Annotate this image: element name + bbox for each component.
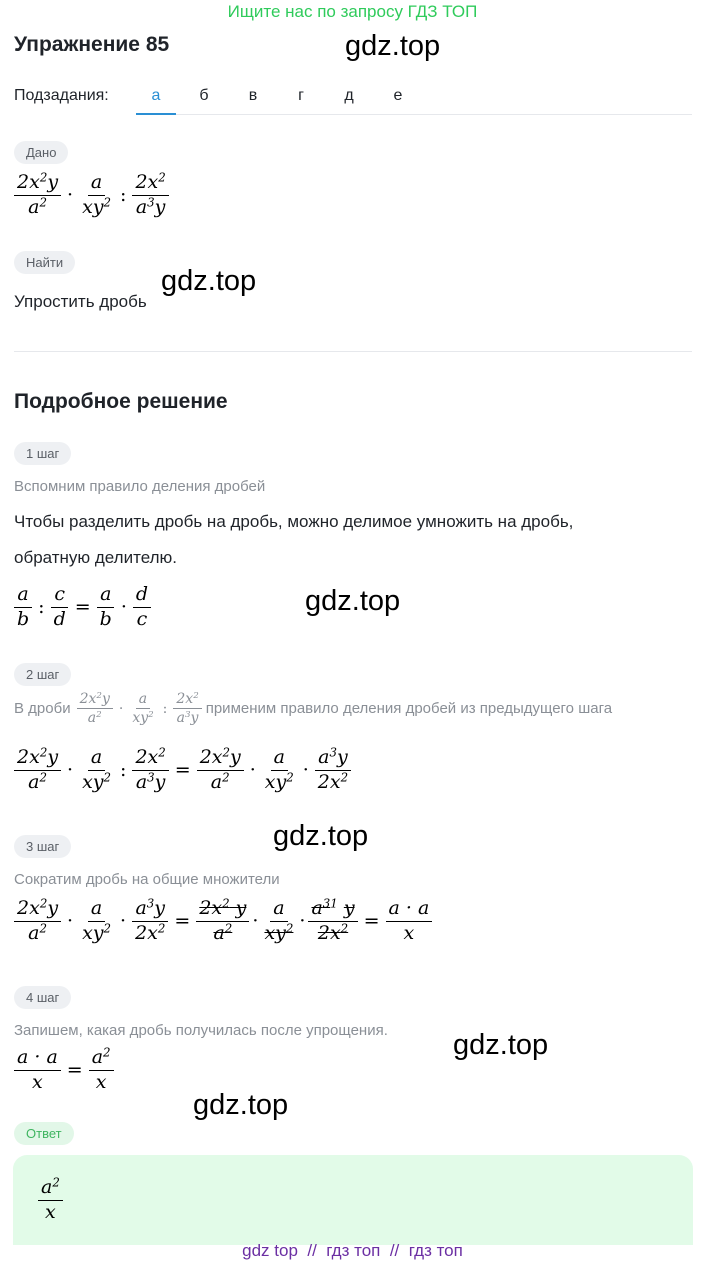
active-tab-indicator: [136, 113, 176, 115]
watermark: gdz.top: [161, 265, 257, 297]
watermark: gdz.top: [273, 820, 369, 852]
tab-v[interactable]: в: [248, 87, 258, 104]
step-1-caption: Вспомним правило деления дробей: [14, 478, 266, 495]
divider: [14, 351, 692, 352]
find-text: Упростить дробь: [14, 292, 147, 311]
step-2-caption-prefix: В дроби: [14, 700, 71, 718]
step-2-inline-formula: $\frac{2x^2y}{a^2}$ · $\frac{a}{xy^2}$ : $\frac{2x^2}{a^3y}$: [75, 691, 204, 726]
step-2-formula: $\frac{2x^2y}{a^2}$ · $\frac{a}{xy^2}$ : $\frac{2x^2}{a^3y}$ = $\frac{2x^2y}{a^2}$ · $\frac{a}{xy^2}$ · $\frac{a^3y}{2x^2}$: [12, 747, 353, 794]
step-1-formula: $\frac{a}{b}$ : $\frac{c}{d}$ = $\frac{a}{b}$ · $\frac{d}{c}$: [12, 584, 153, 631]
given-chip: Дано: [14, 141, 68, 164]
watermark: gdz.top: [193, 1089, 289, 1121]
step-2-chip: 2 шаг: [14, 663, 71, 686]
solution-title: Подробное решение: [14, 390, 228, 413]
answer-chip: Ответ: [14, 1122, 74, 1145]
tabs-divider: [136, 114, 692, 115]
tab-b[interactable]: б: [199, 87, 209, 104]
step-3-caption: Сократим дробь на общие множители: [14, 871, 280, 888]
step-4-chip: 4 шаг: [14, 986, 71, 1009]
page-title: Упражнение 85: [14, 33, 170, 56]
step-2-caption: [14, 691, 612, 726]
watermark: gdz.top: [345, 30, 441, 62]
tab-d[interactable]: д: [344, 87, 354, 104]
step-4-formula: $\frac{a \cdot a}{x}$ = $\frac{a^2}{x}$: [12, 1047, 116, 1094]
step-2-caption-suffix: применим правило деления дробей из предыдущего шага: [205, 700, 613, 718]
given-expression: $\frac{2x^2y}{a^2}$ · $\frac{a}{xy^2}$ : $\frac{2x^2}{a^3y}$: [12, 172, 171, 219]
step-1-text-line2: обратную делителю.: [14, 548, 177, 567]
watermark: gdz.top: [305, 585, 401, 617]
step-3-formula: $\frac{2x^2y}{a^2}$ · $\frac{a}{xy^2}$ · $\frac{a^3y}{2x^2}$ = $\frac{2x^2 y}{a^2}$ · $\frac{a}{xy^2}$ · $\frac{a^{31} y}{2x^2}$ = $\frac{a \cdot a}{x}$: [12, 898, 434, 945]
answer-formula: $\frac{a^2}{x}$: [36, 1177, 65, 1224]
footer-banner: gdz top // гдз топ // гдз топ: [242, 1241, 463, 1260]
tab-a[interactable]: а: [151, 87, 161, 104]
tab-g[interactable]: г: [298, 87, 304, 104]
answer-box: [13, 1155, 693, 1245]
subtasks-label: Подзадания:: [14, 87, 109, 104]
step-1-chip: 1 шаг: [14, 442, 71, 465]
step-3-chip: 3 шаг: [14, 835, 71, 858]
tab-e[interactable]: е: [393, 87, 403, 104]
watermark: gdz.top: [453, 1029, 549, 1061]
step-1-text-line1: Чтобы разделить дробь на дробь, можно делимое умножить на дробь,: [14, 512, 574, 531]
step-4-caption: Запишем, какая дробь получилась после упрощения.: [14, 1022, 388, 1039]
top-banner: Ищите нас по запросу ГДЗ ТОП: [227, 2, 478, 21]
find-chip: Найти: [14, 251, 75, 274]
